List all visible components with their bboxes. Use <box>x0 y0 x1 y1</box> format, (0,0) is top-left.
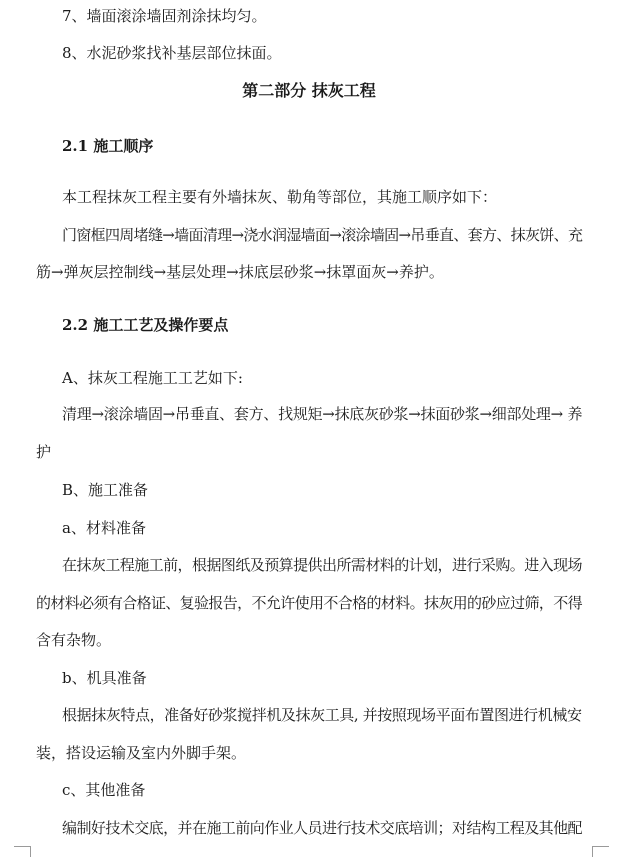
paragraph-item-7: 7、墙面滚涂墙固剂涂抹均匀。 <box>62 7 267 25</box>
list-item-b-lower: b、机具准备 <box>62 669 147 687</box>
paragraph-item-8: 8、水泥砂浆找补基层部位抹面。 <box>62 44 282 62</box>
page-corner-mark-right <box>592 846 609 857</box>
part-title: 第二部分 抹灰工程 <box>242 81 376 100</box>
paragraph-sequence-line-2: 筋→弹灰层控制线→基层处理→抹底层砂浆→抹罩面灰→养护。 <box>36 263 444 281</box>
list-item-a: A、抹灰工程施工工艺如下: <box>62 369 243 387</box>
paragraph-materials-line-1: 在抹灰工程施工前，根据图纸及预算提供出所需材料的计划，进行采购。进入现场 <box>62 556 583 574</box>
paragraph-intro: 本工程抹灰工程主要有外墙抹灰、勒角等部位，其施工顺序如下： <box>62 188 498 206</box>
paragraph-materials-line-2: 的材料必须有合格证、复验报告，不允许使用不合格的材料。抹灰用的砂应过筛，不得 <box>36 594 583 612</box>
paragraph-tools-line-2: 装，搭设运输及室内外脚手架。 <box>36 744 247 762</box>
list-item-a-lower: a、材料准备 <box>62 519 146 537</box>
list-item-b: B、施工准备 <box>62 481 149 499</box>
paragraph-tools-line-1: 根据抹灰特点，准备好砂浆搅拌机及抹灰工具, 并按照现场平面布置图进行机械安 <box>62 706 582 724</box>
section-heading-2-1: 2.1 施工顺序 <box>62 137 154 155</box>
paragraph-other-line-1: 编制好技术交底，并在施工前向作业人员进行技术交底培训；对结构工程及其他配 <box>62 819 583 837</box>
paragraph-process-line-1: 清理→滚涂墙固→吊垂直、套方、找规矩→抹底灰砂浆→抹面砂浆→细部处理→ 养 <box>62 405 583 423</box>
list-item-c-lower: c、其他准备 <box>62 781 146 799</box>
paragraph-process-line-2: 护 <box>36 443 52 461</box>
page-corner-mark-left <box>14 846 31 857</box>
paragraph-sequence-line-1: 门窗框四周堵缝→墙面清理→浇水润湿墙面→滚涂墙固→吊垂直、套方、抹灰饼、充 <box>62 226 583 244</box>
paragraph-materials-line-3: 含有杂物。 <box>36 631 112 649</box>
section-heading-2-2: 2.2 施工工艺及操作要点 <box>62 316 229 334</box>
